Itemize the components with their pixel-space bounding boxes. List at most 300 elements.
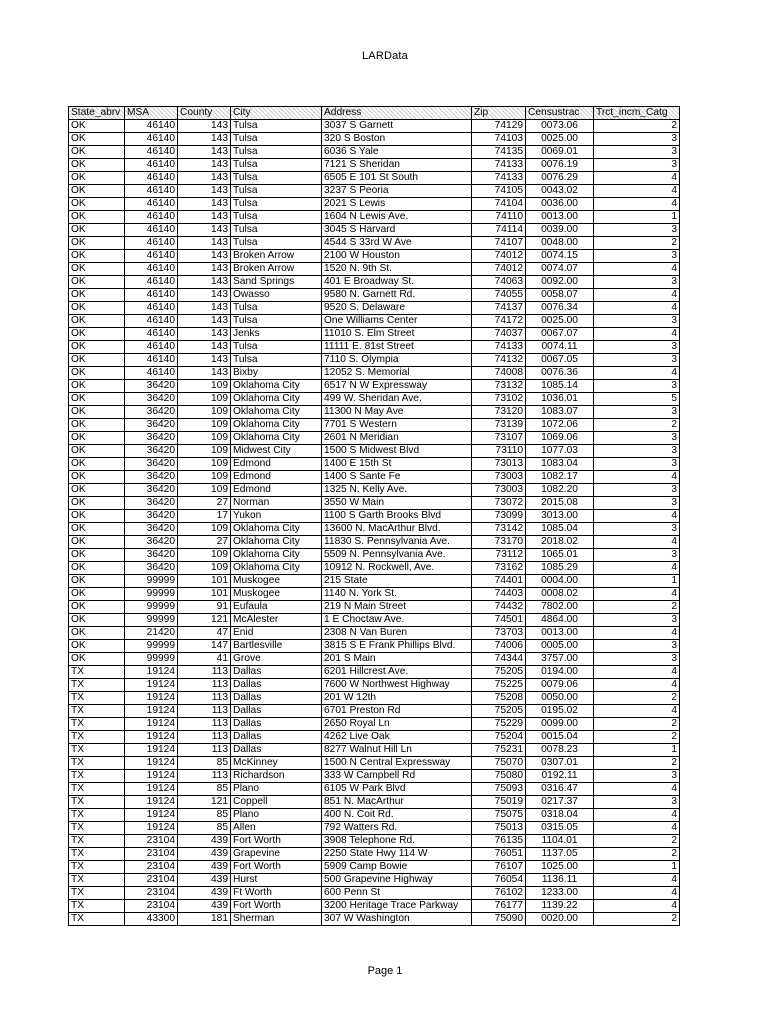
cell-censustract: 1085.14 — [526, 380, 594, 393]
cell-county: 17 — [178, 510, 231, 523]
cell-city: McAlester — [231, 614, 322, 627]
cell-censustract: 0025.00 — [526, 133, 594, 146]
table-row — [69, 913, 680, 926]
cell-income-category: 4 — [594, 562, 680, 575]
cell-msa: 36420 — [125, 419, 178, 432]
cell-msa: 46140 — [125, 146, 178, 159]
cell-city: McKinney — [231, 757, 322, 770]
cell-zip: 73110 — [472, 445, 526, 458]
cell-county: 101 — [178, 588, 231, 601]
cell-zip: 75075 — [472, 809, 526, 822]
cell-zip: 74401 — [472, 575, 526, 588]
cell-state: OK — [69, 588, 125, 601]
cell-city: Tulsa — [231, 237, 322, 250]
cell-address: 3045 S Harvard — [322, 224, 472, 237]
header-address: Address — [322, 107, 472, 120]
cell-state: TX — [69, 666, 125, 679]
cell-zip: 74114 — [472, 224, 526, 237]
cell-income-category: 3 — [594, 406, 680, 419]
cell-zip: 76051 — [472, 848, 526, 861]
cell-city: Midwest City — [231, 445, 322, 458]
cell-city: Oklahoma City — [231, 393, 322, 406]
table-row — [69, 172, 680, 185]
cell-county: 47 — [178, 627, 231, 640]
cell-county: 143 — [178, 198, 231, 211]
cell-income-category: 3 — [594, 224, 680, 237]
cell-income-category: 4 — [594, 783, 680, 796]
cell-censustract: 1083.04 — [526, 458, 594, 471]
cell-address: 1500 S Midwest Blvd — [322, 445, 472, 458]
cell-msa: 36420 — [125, 497, 178, 510]
cell-zip: 73099 — [472, 510, 526, 523]
table-row — [69, 159, 680, 172]
cell-county: 85 — [178, 822, 231, 835]
cell-income-category: 3 — [594, 484, 680, 497]
table-row — [69, 731, 680, 744]
cell-address: 6201 Hillcrest Ave. — [322, 666, 472, 679]
cell-address: 1140 N. York St. — [322, 588, 472, 601]
cell-county: 439 — [178, 861, 231, 874]
cell-state: TX — [69, 718, 125, 731]
cell-address: 10912 N. Rockwell, Ave. — [322, 562, 472, 575]
cell-address: 2250 State Hwy 114 W — [322, 848, 472, 861]
cell-msa: 99999 — [125, 575, 178, 588]
header-state: State_abrv — [69, 107, 125, 120]
cell-income-category: 4 — [594, 588, 680, 601]
cell-msa: 23104 — [125, 887, 178, 900]
cell-censustract: 0008.02 — [526, 588, 594, 601]
cell-zip: 75204 — [472, 731, 526, 744]
cell-address: 11111 E. 81st Street — [322, 341, 472, 354]
table-row — [69, 263, 680, 276]
cell-address: 3908 Telephone Rd. — [322, 835, 472, 848]
cell-zip: 74403 — [472, 588, 526, 601]
cell-city: Tulsa — [231, 172, 322, 185]
cell-censustract: 3013.00 — [526, 510, 594, 523]
cell-censustract: 1025.00 — [526, 861, 594, 874]
cell-censustract: 0058.07 — [526, 289, 594, 302]
cell-income-category: 2 — [594, 692, 680, 705]
cell-address: 6701 Preston Rd — [322, 705, 472, 718]
cell-address: One Williams Center — [322, 315, 472, 328]
cell-city: Edmond — [231, 471, 322, 484]
cell-income-category: 2 — [594, 835, 680, 848]
cell-county: 143 — [178, 185, 231, 198]
cell-address: 8277 Walnut Hill Ln — [322, 744, 472, 757]
cell-city: Dallas — [231, 718, 322, 731]
cell-address: 6517 N W Expressway — [322, 380, 472, 393]
cell-address: 1500 N Central Expressway — [322, 757, 472, 770]
cell-income-category: 3 — [594, 159, 680, 172]
cell-address: 6036 S Yale — [322, 146, 472, 159]
table-row — [69, 874, 680, 887]
cell-zip: 73102 — [472, 393, 526, 406]
cell-county: 113 — [178, 692, 231, 705]
cell-zip: 74172 — [472, 315, 526, 328]
cell-msa: 19124 — [125, 718, 178, 731]
cell-zip: 73139 — [472, 419, 526, 432]
cell-state: OK — [69, 497, 125, 510]
cell-msa: 36420 — [125, 484, 178, 497]
cell-county: 113 — [178, 705, 231, 718]
cell-address: 400 N. Coit Rd. — [322, 809, 472, 822]
table-row — [69, 575, 680, 588]
cell-msa: 46140 — [125, 250, 178, 263]
cell-address: 307 W Washington — [322, 913, 472, 926]
cell-state: OK — [69, 432, 125, 445]
page-number: Page 1 — [367, 965, 403, 977]
cell-msa: 99999 — [125, 601, 178, 614]
cell-address: 499 W. Sheridan Ave. — [322, 393, 472, 406]
cell-city: Oklahoma City — [231, 406, 322, 419]
table-row — [69, 848, 680, 861]
table-row — [69, 458, 680, 471]
cell-msa: 21420 — [125, 627, 178, 640]
cell-county: 143 — [178, 367, 231, 380]
cell-address: 333 W Campbell Rd — [322, 770, 472, 783]
table-row — [69, 679, 680, 692]
cell-city: Oklahoma City — [231, 432, 322, 445]
cell-censustract: 0069.01 — [526, 146, 594, 159]
cell-msa: 46140 — [125, 224, 178, 237]
cell-censustract: 0099.00 — [526, 718, 594, 731]
cell-county: 143 — [178, 237, 231, 250]
cell-censustract: 1065.01 — [526, 549, 594, 562]
cell-zip: 75013 — [472, 822, 526, 835]
cell-msa: 19124 — [125, 770, 178, 783]
cell-county: 27 — [178, 536, 231, 549]
cell-state: TX — [69, 744, 125, 757]
cell-state: OK — [69, 380, 125, 393]
cell-city: Grove — [231, 653, 322, 666]
table-row — [69, 237, 680, 250]
cell-income-category: 3 — [594, 432, 680, 445]
cell-county: 41 — [178, 653, 231, 666]
cell-income-category: 3 — [594, 614, 680, 627]
cell-zip: 74104 — [472, 198, 526, 211]
cell-county: 109 — [178, 549, 231, 562]
cell-state: OK — [69, 367, 125, 380]
cell-zip: 73003 — [472, 484, 526, 497]
cell-city: Fort Worth — [231, 861, 322, 874]
cell-county: 109 — [178, 432, 231, 445]
cell-income-category: 4 — [594, 198, 680, 211]
cell-censustract: 2015.08 — [526, 497, 594, 510]
cell-income-category: 4 — [594, 627, 680, 640]
cell-censustract: 0013.00 — [526, 211, 594, 224]
cell-address: 7121 S Sheridan — [322, 159, 472, 172]
cell-msa: 46140 — [125, 367, 178, 380]
cell-censustract: 0194.00 — [526, 666, 594, 679]
table-row — [69, 328, 680, 341]
cell-city: Fort Worth — [231, 900, 322, 913]
cell-address: 6105 W Park Blvd — [322, 783, 472, 796]
cell-censustract: 0074.07 — [526, 263, 594, 276]
cell-censustract: 0092.00 — [526, 276, 594, 289]
cell-zip: 74012 — [472, 250, 526, 263]
cell-censustract: 1085.29 — [526, 562, 594, 575]
cell-state: OK — [69, 627, 125, 640]
cell-msa: 36420 — [125, 510, 178, 523]
cell-msa: 36420 — [125, 536, 178, 549]
cell-income-category: 3 — [594, 250, 680, 263]
cell-address: 2308 N Van Buren — [322, 627, 472, 640]
cell-income-category: 3 — [594, 549, 680, 562]
cell-address: 219 N Main Street — [322, 601, 472, 614]
cell-city: Oklahoma City — [231, 536, 322, 549]
cell-state: OK — [69, 523, 125, 536]
cell-city: Allen — [231, 822, 322, 835]
cell-state: TX — [69, 679, 125, 692]
cell-county: 439 — [178, 887, 231, 900]
cell-address: 3815 S E Frank Phillips Blvd. — [322, 640, 472, 653]
cell-zip: 74133 — [472, 172, 526, 185]
cell-county: 109 — [178, 562, 231, 575]
cell-msa: 36420 — [125, 523, 178, 536]
cell-msa: 99999 — [125, 614, 178, 627]
cell-state: OK — [69, 250, 125, 263]
cell-censustract: 0013.00 — [526, 627, 594, 640]
cell-state: OK — [69, 393, 125, 406]
table-row — [69, 718, 680, 731]
cell-censustract: 0079.06 — [526, 679, 594, 692]
cell-address: 5509 N. Pennsylvania Ave. — [322, 549, 472, 562]
cell-income-category: 3 — [594, 276, 680, 289]
cell-address: 320 S Boston — [322, 133, 472, 146]
cell-msa: 19124 — [125, 731, 178, 744]
table-row — [69, 588, 680, 601]
cell-zip: 74132 — [472, 354, 526, 367]
cell-income-category: 1 — [594, 211, 680, 224]
cell-income-category: 4 — [594, 510, 680, 523]
cell-income-category: 3 — [594, 445, 680, 458]
cell-city: Ft Worth — [231, 887, 322, 900]
cell-address: 1604 N Lewis Ave. — [322, 211, 472, 224]
cell-income-category: 4 — [594, 263, 680, 276]
cell-income-category: 2 — [594, 419, 680, 432]
cell-msa: 36420 — [125, 562, 178, 575]
cell-censustract: 1137.05 — [526, 848, 594, 861]
table-body — [69, 120, 680, 926]
cell-zip: 75093 — [472, 783, 526, 796]
lar-data-table — [68, 106, 680, 926]
cell-msa: 46140 — [125, 276, 178, 289]
cell-county: 143 — [178, 302, 231, 315]
cell-censustract: 1104.01 — [526, 835, 594, 848]
cell-city: Oklahoma City — [231, 380, 322, 393]
cell-state: OK — [69, 484, 125, 497]
cell-state: OK — [69, 575, 125, 588]
cell-address: 13600 N. MacArthur Blvd. — [322, 523, 472, 536]
cell-city: Yukon — [231, 510, 322, 523]
cell-county: 113 — [178, 666, 231, 679]
cell-zip: 73142 — [472, 523, 526, 536]
cell-county: 113 — [178, 679, 231, 692]
cell-county: 113 — [178, 731, 231, 744]
cell-state: TX — [69, 835, 125, 848]
cell-state: OK — [69, 536, 125, 549]
cell-city: Tulsa — [231, 159, 322, 172]
cell-address: 2021 S Lewis — [322, 198, 472, 211]
cell-income-category: 3 — [594, 497, 680, 510]
cell-income-category: 1 — [594, 744, 680, 757]
cell-county: 143 — [178, 224, 231, 237]
cell-state: OK — [69, 471, 125, 484]
cell-income-category: 4 — [594, 666, 680, 679]
cell-censustract: 0005.00 — [526, 640, 594, 653]
cell-address: 2100 W Houston — [322, 250, 472, 263]
cell-income-category: 4 — [594, 367, 680, 380]
cell-state: OK — [69, 159, 125, 172]
cell-county: 143 — [178, 289, 231, 302]
cell-address: 11300 N May Ave — [322, 406, 472, 419]
cell-income-category: 2 — [594, 731, 680, 744]
table-row — [69, 185, 680, 198]
cell-msa: 23104 — [125, 835, 178, 848]
table-row — [69, 367, 680, 380]
cell-censustract: 0015.04 — [526, 731, 594, 744]
cell-censustract: 0076.34 — [526, 302, 594, 315]
cell-county: 109 — [178, 419, 231, 432]
cell-county: 143 — [178, 133, 231, 146]
cell-city: Owasso — [231, 289, 322, 302]
cell-state: OK — [69, 562, 125, 575]
cell-income-category: 4 — [594, 302, 680, 315]
cell-censustract: 0043.02 — [526, 185, 594, 198]
cell-state: TX — [69, 705, 125, 718]
cell-state: OK — [69, 328, 125, 341]
cell-county: 113 — [178, 770, 231, 783]
cell-city: Dallas — [231, 705, 322, 718]
cell-address: 9580 N. Garnett Rd. — [322, 289, 472, 302]
cell-city: Dallas — [231, 692, 322, 705]
cell-income-category: 4 — [594, 822, 680, 835]
cell-zip: 74129 — [472, 120, 526, 133]
cell-city: Tulsa — [231, 185, 322, 198]
cell-income-category: 4 — [594, 536, 680, 549]
cell-income-category: 2 — [594, 601, 680, 614]
table-row — [69, 744, 680, 757]
cell-county: 109 — [178, 471, 231, 484]
cell-income-category: 4 — [594, 900, 680, 913]
cell-state: TX — [69, 861, 125, 874]
cell-state: OK — [69, 406, 125, 419]
cell-msa: 19124 — [125, 757, 178, 770]
cell-censustract: 0004.00 — [526, 575, 594, 588]
cell-income-category: 4 — [594, 679, 680, 692]
cell-censustract: 0316.47 — [526, 783, 594, 796]
cell-censustract: 1139.22 — [526, 900, 594, 913]
cell-city: Enid — [231, 627, 322, 640]
cell-zip: 73003 — [472, 471, 526, 484]
header-censustract: Censustrac — [526, 107, 594, 120]
cell-city: Dallas — [231, 679, 322, 692]
cell-income-category: 3 — [594, 354, 680, 367]
cell-zip: 74135 — [472, 146, 526, 159]
cell-county: 147 — [178, 640, 231, 653]
table-row — [69, 835, 680, 848]
cell-state: OK — [69, 354, 125, 367]
cell-city: Edmond — [231, 458, 322, 471]
cell-msa: 46140 — [125, 198, 178, 211]
cell-income-category: 3 — [594, 458, 680, 471]
cell-state: OK — [69, 146, 125, 159]
cell-income-category: 3 — [594, 523, 680, 536]
cell-county: 143 — [178, 276, 231, 289]
cell-msa: 46140 — [125, 159, 178, 172]
cell-income-category: 2 — [594, 848, 680, 861]
cell-msa: 23104 — [125, 874, 178, 887]
cell-county: 143 — [178, 315, 231, 328]
cell-city: Norman — [231, 497, 322, 510]
cell-income-category: 3 — [594, 796, 680, 809]
cell-zip: 75090 — [472, 913, 526, 926]
cell-msa: 36420 — [125, 471, 178, 484]
cell-county: 113 — [178, 718, 231, 731]
cell-state: OK — [69, 653, 125, 666]
cell-address: 3200 Heritage Trace Parkway — [322, 900, 472, 913]
cell-censustract: 0048.00 — [526, 237, 594, 250]
cell-zip: 74137 — [472, 302, 526, 315]
cell-zip: 73132 — [472, 380, 526, 393]
cell-zip: 76107 — [472, 861, 526, 874]
cell-msa: 46140 — [125, 172, 178, 185]
table-row — [69, 224, 680, 237]
cell-address: 1400 S Sante Fe — [322, 471, 472, 484]
cell-city: Bixby — [231, 367, 322, 380]
cell-county: 143 — [178, 263, 231, 276]
cell-state: TX — [69, 874, 125, 887]
cell-city: Tulsa — [231, 354, 322, 367]
table-row — [69, 705, 680, 718]
cell-zip: 74133 — [472, 159, 526, 172]
cell-address: 600 Penn St — [322, 887, 472, 900]
cell-county: 109 — [178, 484, 231, 497]
cell-zip: 74133 — [472, 341, 526, 354]
cell-income-category: 3 — [594, 315, 680, 328]
cell-county: 439 — [178, 874, 231, 887]
cell-state: OK — [69, 510, 125, 523]
cell-address: 2650 Royal Ln — [322, 718, 472, 731]
cell-address: 7110 S. Olympia — [322, 354, 472, 367]
cell-state: OK — [69, 211, 125, 224]
table-row — [69, 900, 680, 913]
cell-city: Edmond — [231, 484, 322, 497]
cell-county: 143 — [178, 341, 231, 354]
cell-city: Plano — [231, 809, 322, 822]
cell-zip: 75231 — [472, 744, 526, 757]
cell-zip: 74501 — [472, 614, 526, 627]
cell-censustract: 0050.00 — [526, 692, 594, 705]
cell-income-category: 3 — [594, 146, 680, 159]
cell-county: 113 — [178, 744, 231, 757]
cell-state: TX — [69, 822, 125, 835]
table-row — [69, 861, 680, 874]
cell-state: OK — [69, 224, 125, 237]
cell-county: 121 — [178, 614, 231, 627]
cell-zip: 74107 — [472, 237, 526, 250]
table-row — [69, 120, 680, 133]
cell-censustract: 1082.20 — [526, 484, 594, 497]
header-income-category: Trct_incm_Catg — [594, 107, 680, 120]
cell-city: Tulsa — [231, 224, 322, 237]
cell-address: 12052 S. Memorial — [322, 367, 472, 380]
cell-zip: 75070 — [472, 757, 526, 770]
cell-censustract: 1085.04 — [526, 523, 594, 536]
cell-msa: 46140 — [125, 354, 178, 367]
cell-zip: 74012 — [472, 263, 526, 276]
cell-income-category: 3 — [594, 380, 680, 393]
